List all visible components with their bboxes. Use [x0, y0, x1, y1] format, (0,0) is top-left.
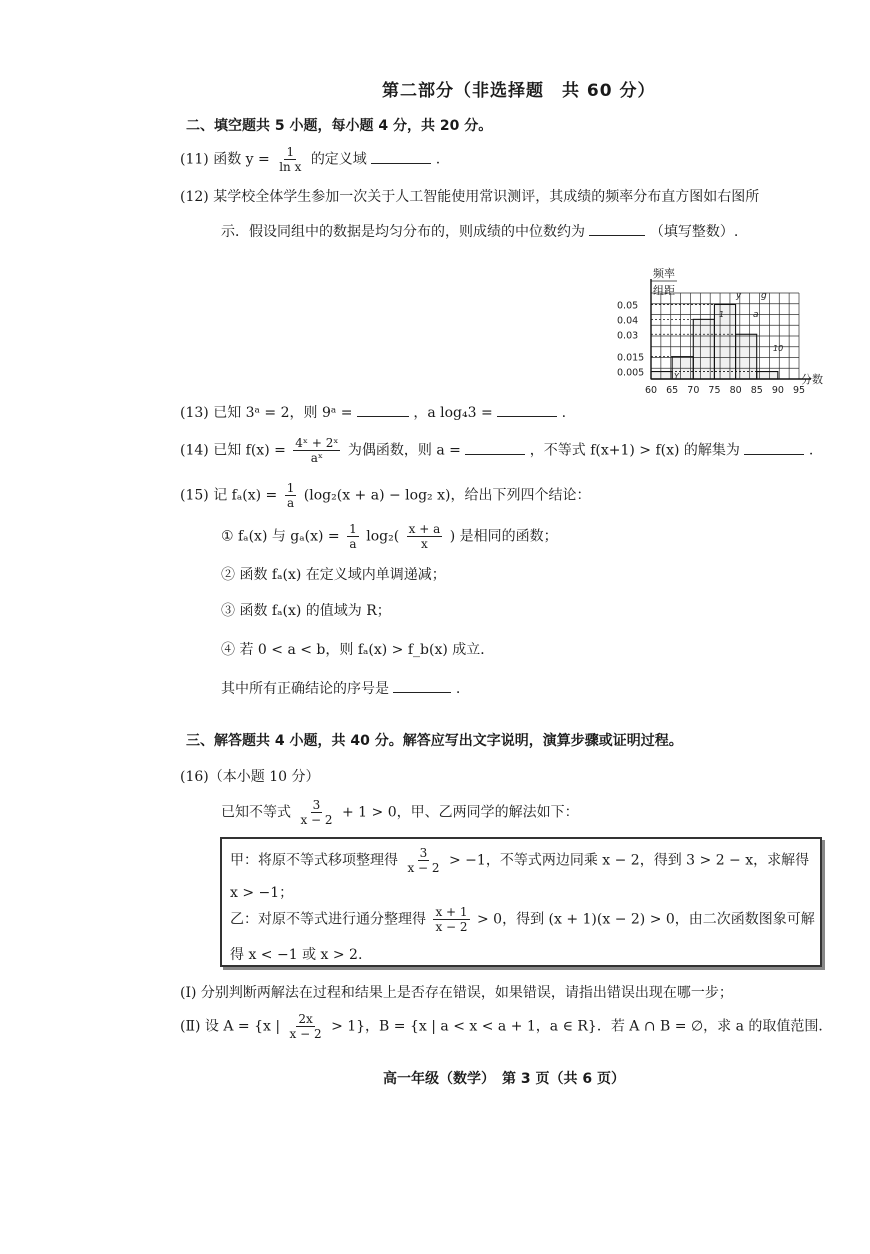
hist-y-tick-label: 0.04	[617, 315, 639, 327]
jia-line2: x > −1；	[230, 885, 294, 901]
solution-yi	[230, 905, 815, 934]
question-14	[180, 436, 813, 465]
hist-x-tick-label: 70	[687, 385, 700, 396]
jia-prefix: 甲：将原不等式移项整理得	[230, 852, 398, 869]
hist-ylabel-top: 频率	[653, 267, 675, 280]
handwritten-mark-y: y	[736, 291, 742, 301]
q15-ask-end: .	[455, 681, 461, 697]
q16-part2-frac-num: 2x	[298, 1012, 313, 1026]
hist-x-tick-label: 90	[771, 385, 784, 396]
q14-frac-num: 4ˣ + 2ˣ	[295, 436, 339, 450]
q15-conclusion-3: ③ 函数 fₐ(x) 的值域为 R；	[221, 603, 391, 619]
question-15	[180, 481, 590, 510]
section3-heading: 三、解答题共 4 小题，共 40 分。解答应写出文字说明，演算步骤或证明过程。	[186, 733, 683, 749]
q15-c1-fraction-2	[407, 522, 443, 551]
hist-x-tick-label: 75	[708, 385, 721, 396]
hist-y-tick-label: 0.015	[617, 352, 645, 364]
hist-y-tick-label: 0.05	[617, 300, 639, 312]
hist-y-tick-label: 0.03	[617, 330, 639, 342]
q16-number: (16)（本小题 10 分）	[180, 769, 320, 785]
q15-ask	[221, 678, 460, 698]
q16-intro-fraction	[298, 798, 334, 827]
hist-y-tick-label: 0.005	[617, 367, 645, 379]
q12-answer-blank[interactable]	[589, 221, 645, 236]
question-12-line1	[180, 186, 759, 206]
q15-frac-den: a	[286, 496, 295, 510]
q14-fraction	[293, 436, 340, 465]
hist-bar	[651, 372, 672, 379]
q16-part2-frac-den: x − 2	[289, 1027, 322, 1041]
handwritten-mark-a: a	[753, 310, 759, 320]
q14-frac-den: aˣ	[310, 451, 323, 465]
q11-answer-blank[interactable]	[371, 149, 431, 164]
q15-conclusion-4: ④ 若 0 < a < b，则 fₐ(x) > f_b(x) 成立．	[221, 642, 495, 658]
q11-frac-num: 1	[286, 145, 295, 159]
yi-line2: 得 x < −1 或 x > 2.	[230, 947, 363, 963]
q15-suffix: (log₂(x + a) − log₂ x)，给出下列四个结论：	[303, 487, 591, 504]
jia-suffix: > −1，不等式两边同乘 x − 2，得到 3 > 2 − x，求解得	[449, 852, 810, 869]
q15-c1-suffix: ) 是相同的函数；	[449, 528, 558, 545]
q12-number: (12)	[180, 189, 209, 205]
q15-conclusion-2: ② 函数 fₐ(x) 在定义域内单调递减；	[221, 567, 446, 583]
q15-ask-text: 其中所有正确结论的序号是	[221, 681, 389, 697]
question-11	[180, 145, 440, 174]
q13-number: (13)	[180, 405, 209, 421]
hist-bar	[693, 319, 714, 379]
hist-bar	[736, 334, 757, 379]
q14-answer-blank-1[interactable]	[465, 440, 525, 455]
q11-number: (11)	[180, 151, 209, 168]
q15-c1-frac-den: a	[349, 537, 357, 551]
q15-c1-frac2-den: x	[421, 537, 428, 551]
q13-answer-blank-1[interactable]	[357, 402, 409, 417]
q11-fraction	[277, 145, 303, 174]
jia-frac-num: 3	[419, 846, 428, 860]
part-title: 第二部分（非选择题 共 60 分）	[382, 81, 656, 101]
hist-bars	[651, 304, 778, 379]
q12-text-line1: 某学校全体学生参加一次关于人工智能使用常识测评，其成绩的频率分布直方图如右图所	[213, 189, 760, 205]
q14-number: (14)	[180, 442, 209, 459]
yi-fraction	[433, 905, 469, 934]
q13-text: 已知 3ᵃ = 2，则 9ᵃ =	[213, 405, 353, 421]
q11-end: .	[435, 151, 441, 168]
q15-prefix: 记 fₐ(x) =	[213, 487, 278, 504]
q15-c1-frac-num: 1	[349, 522, 357, 536]
q14-answer-blank-2[interactable]	[744, 440, 804, 455]
q15-c1-prefix: ① fₐ(x) 与 gₐ(x) =	[221, 528, 340, 545]
yi-frac-den: x − 2	[435, 920, 468, 934]
yi-frac-num: x + 1	[435, 905, 468, 919]
q16-part1: (Ⅰ) 分别判断两解法在过程和结果上是否存在错误，如果错误，请指出错误出现在哪一步；	[180, 985, 733, 1001]
q16-intro-suffix: + 1 > 0，甲、乙两同学的解法如下：	[342, 804, 579, 821]
handwritten-mark-10: 10	[773, 344, 784, 353]
hist-bar	[757, 372, 778, 379]
q11-suffix: 的定义域	[310, 151, 367, 168]
q16-intro	[221, 798, 579, 827]
q14-end: .	[808, 442, 814, 459]
hist-x-tick-label: 85	[750, 385, 763, 396]
q15-c1-fraction	[347, 522, 359, 551]
q15-answer-blank[interactable]	[393, 678, 451, 693]
q15-number: (15)	[180, 487, 209, 504]
q15-fraction	[285, 481, 297, 510]
q15-conclusion-1	[221, 522, 558, 551]
q16-part2-fraction	[288, 1012, 324, 1041]
q15-c1-frac2-num: x + a	[408, 522, 441, 536]
yi-prefix: 乙：对原不等式进行通分整理得	[230, 911, 426, 928]
q16-part2-prefix: (Ⅱ) 设 A = {x |	[180, 1018, 281, 1035]
q13-mid: ，a log₄3 =	[413, 405, 493, 421]
hist-x-tick-label: 80	[729, 385, 742, 396]
hist-x-tick-label: 60	[645, 385, 658, 396]
q16-intro-frac-num: 3	[312, 798, 321, 812]
hist-bar	[714, 304, 735, 379]
hist-ylabel-bottom: 组距	[653, 284, 675, 297]
q13-end: .	[561, 405, 567, 421]
question-13	[180, 402, 566, 422]
q15-frac-num: 1	[286, 481, 295, 495]
hist-x-tick-label: 65	[666, 385, 679, 396]
q14-mid: 为偶函数，则 a =	[347, 442, 461, 459]
q16-part2-suffix: > 1}，B = {x | a < x < a + 1，a ∈ R}．若 A ∩ B = ∅，求 a 的取值范围．	[331, 1018, 833, 1035]
hist-x-tick-label: 95	[793, 385, 806, 396]
jia-fraction	[405, 846, 441, 875]
hist-xlabel: 分数	[801, 373, 823, 386]
section2-heading: 二、填空题共 5 小题，每小题 4 分，共 20 分。	[186, 118, 493, 134]
q16-intro-frac-den: x − 2	[300, 813, 333, 827]
handwritten-mark-g: g	[761, 291, 767, 301]
q11-prefix: 函数 y =	[213, 151, 270, 168]
handwritten-mark-1: 1	[719, 310, 725, 319]
q15-c1-mid: log₂(	[366, 528, 400, 545]
q12-text-end: （填写整数）.	[649, 224, 739, 240]
q14-prefix: 已知 f(x) =	[213, 442, 286, 459]
q14-mid2: ，不等式 f(x+1) > f(x) 的解集为	[529, 442, 740, 459]
q16-intro-prefix: 已知不等式	[221, 804, 291, 821]
q11-frac-den: ln x	[279, 160, 302, 174]
solution-jia	[230, 846, 809, 875]
frequency-histogram	[615, 265, 835, 405]
q13-answer-blank-2[interactable]	[497, 402, 557, 417]
handwritten-mark-Y: Y	[674, 372, 679, 381]
q12-text-line2: 示．假设同组中的数据是均匀分布的，则成绩的中位数约为	[221, 224, 585, 240]
q16-part2	[180, 1012, 832, 1041]
question-12-line2	[221, 221, 738, 241]
page-footer: 高一年级（数学） 第 3 页（共 6 页）	[383, 1071, 625, 1087]
yi-suffix: > 0，得到 (x + 1)(x − 2) > 0，由二次函数图象可解	[477, 911, 815, 928]
jia-frac-den: x − 2	[407, 861, 440, 875]
